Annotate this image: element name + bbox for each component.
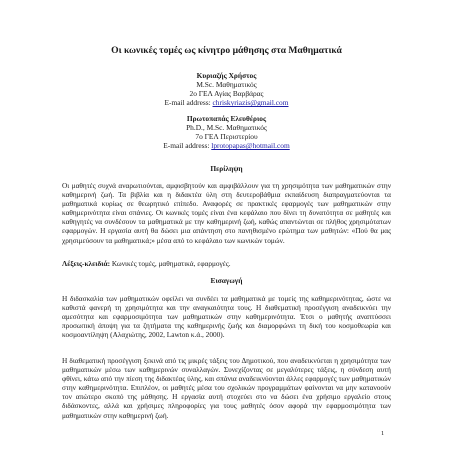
author1-school: 2ο ΓΕΛ Αγίας Βαρβάρας [189, 89, 264, 99]
author2-name: Πρωτοπαπάς Ελευθέριος [186, 114, 267, 123]
abstract-heading: Περίληψη [210, 164, 243, 173]
author1-email-line [0, 98, 453, 107]
author2-degree: Ph.D., M.Sc. Μαθηματικός [186, 123, 267, 133]
author2-email-prefix: E-mail address: [163, 141, 212, 151]
author2-email-link[interactable]: lprotopapas@hotmail.com [211, 141, 290, 151]
page-number: 1 [381, 430, 385, 437]
intro-heading: Εισαγωγή [210, 276, 243, 285]
author1-degree: M.Sc. Μαθηματικός [196, 80, 257, 90]
author1-name: Κυριαζής Χρήστος [196, 71, 257, 80]
keywords-label: Λέξεις-κλειδιά: [62, 259, 111, 268]
author1-email-link[interactable]: chriskyriazis@gmail.com [212, 98, 289, 108]
paper-title: Οι κωνικές τομές ως κίνητρο μάθησης στα Μαθηματικά [111, 45, 342, 56]
author1-email-prefix: E-mail address: [164, 98, 213, 108]
author2-school: 7ο ΓΕΛ Περιστερίου [195, 132, 258, 142]
abstract-text: Οι μαθητές συχνά αναρωτιούνται, αμφισβητούν και αμφιβάλλουν για τη χρησιμότητα των μαθηματικών στην καθημερινή ζωή. Τα βιβλία και η διδακτέα ύλη στη δευτεροβάθμια εκπαίδευση διαπραγματεύονται τα μαθηματικά κυρίως σε θεωρητικό επίπεδο. Αναφορές σε πρακτικές εφαρμογές των μαθηματικών στην καθημερινότητα είναι σπάνιες. Οι κωνικές τομές είναι ένα κεφάλαιο που δίνει τη δυνατότητα σε μαθητές και καθηγητές να συνδέσουν τα μαθηματικά με την καθημερινή ζωή, καθώς απαντώνται σε πλήθος χρησιμότατων εφαρμογών. Η εργασία αυτή θα δώσει μια απάντηση στο πανηθισμένο ερώτημα των μαθητών: «Πού θα μας χρησιμεύσουν τα μαθηματικά;» μέσα από το κεφάλαιο των κωνικών τομών. [62, 181, 391, 245]
keywords-line [62, 259, 391, 268]
author2-email-line [0, 141, 453, 150]
intro-paragraph-1: Η διδασκαλία των μαθηματικών οφείλει να συνδέει τα μαθηματικά με τομείς της καθημερινότητας, ώστε να καθιστά φανερή τη χρησιμότητα και την αναγκαιότητα τους. Η διαθεματική προσέγγιση αναδεικνύει την αμεσότητα και εφαρμοσιμότητα των μαθηματικών στην καθημερινότητα. Έτσι ο μαθητής αναπτύσσει προσωπική άποψη για τα ζητήματα της καθημερινής ζωής και διαμορφώνει τη δική του κοσμοθεωρία και κοσμοαντίληψη (Αλαχιώτης, 2002, Lawton κ.ά., 2000). [62, 294, 391, 340]
author1-block [0, 71, 453, 107]
intro-paragraph-2: Η διαθεματική προσέγγιση ξεκινά από τις μικρές τάξεις του Δημοτικού, που αναδεικνύεται η χρησιμότητα των μαθηματικών μέσω των καθημερινών συναλλαγών. Συνεχίζοντας σε μεγαλύτερες τάξεις, η σύνδεση αυτή φθίνει, κάτω από την πίεση της διδακτέας ύλης, και σπάνια αναδεικνύονται άλλες εφαρμογές των μαθηματικών στην καθημερινότητα. Επιπλέον, οι μαθητές μέσα του σχολικών προγραμμάτων φαίνονται να μην κατανοούν τον απώτερο σκοπό της μάθησης. Η εργασία αυτή στοχεύει στο να δώσει ένα χρήσιμο εργαλείο στους διδάσκοντες, αλλά και χρήσιμες πληροφορίες για τους μαθητές όσον αφορά την εφαρμοσιμότητα των μαθηματικών στην καθημερινή ζωή. [62, 356, 391, 420]
author2-block [0, 114, 453, 150]
keywords-text: Κωνικές τομές, μαθηματικά, εφαρμογές. [110, 259, 231, 268]
